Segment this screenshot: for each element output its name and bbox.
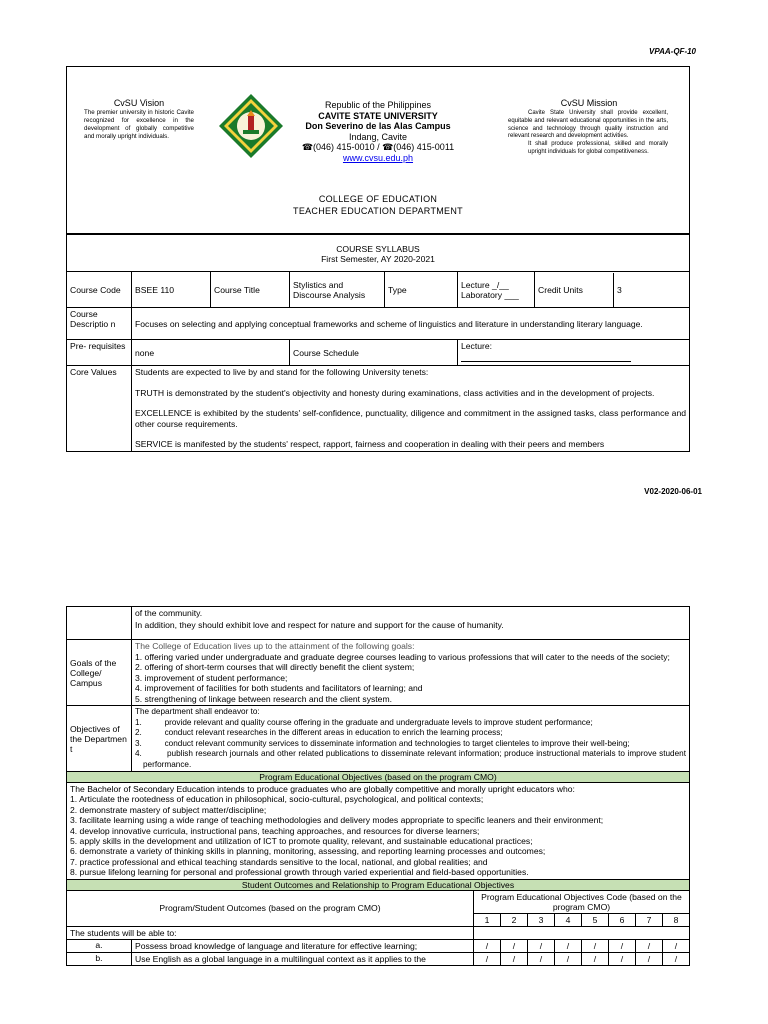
form-code: VPAA-QF-10 (649, 47, 696, 56)
goal-item: 2. offering of short-term courses that will directly benefit the client system; (135, 662, 415, 672)
cv-cont-2: In addition, they should exhibit love and respect for nature and support for the cause of humanity. (135, 620, 504, 630)
outcome-mark: / (528, 952, 555, 965)
code-header: 7 (636, 913, 663, 926)
republic-text: Republic of the Philippines (324, 100, 432, 110)
peo-item: 7. practice professional and ethical teaching standards sensitive to the local, national, and global realities; and (70, 856, 488, 867)
prereq: none (132, 340, 290, 366)
credit-units-inner (535, 273, 689, 307)
so-header: Student Outcomes and Relationship to Program Educational Objectives (67, 879, 690, 890)
core-values-cell (132, 366, 690, 452)
code-header: 1 (474, 913, 501, 926)
outcome-mark: / (636, 939, 663, 952)
objectives-cell (132, 706, 690, 772)
outcome-mark: / (555, 952, 582, 965)
goals-label: Goals of the College/ Campus (67, 640, 132, 706)
outcome-mark: / (636, 952, 663, 965)
semester: First Semester, AY 2020-2021 (321, 254, 435, 264)
schedule-label: Course Schedule (290, 340, 458, 366)
outcome-text: Use English as a global language in a multilingual context as it applies to the (132, 952, 474, 965)
mission-text-1: Cavite State University shall provide excellent, equitable and relevant educational opportunities in the arts, science and technology through quality instruction and relevant research and development activities. (508, 110, 668, 140)
syllabus-title: COURSE SYLLABUS (336, 244, 420, 254)
college-name: COLLEGE OF EDUCATION (318, 194, 438, 204)
code-header: 6 (609, 913, 636, 926)
goals-intro: The College of Education lives up to the attainment of the following goals: (135, 641, 415, 651)
outcome-mark: / (555, 939, 582, 952)
core-value-truth: TRUTH is demonstrated by the student's objectivity and honesty during examinations, class activities and in the development of projects. (135, 387, 655, 398)
core-value-service: SERVICE is manifested by the students' respect, rapport, fairness and cooperation in dealing with their peers and members (135, 439, 605, 450)
page2-table (66, 606, 690, 966)
outcome-mark: / (582, 939, 609, 952)
phone-text: ☎(046) 415-0010 / ☎(046) 415-0011 (301, 142, 455, 152)
lecture-lab: Lecture _/__ Laboratory ___ (458, 272, 535, 308)
lecture-label: Lecture: (461, 341, 493, 351)
core-values-intro: Students are expected to live by and stand for the following University tenets: (135, 367, 429, 377)
credit-units-label: Credit Units (535, 273, 614, 307)
credit-units-cell (535, 272, 690, 308)
goals-cell (132, 640, 690, 706)
peo-header: Program Educational Objectives (based on the program CMO) (67, 772, 690, 783)
outcome-mark: / (474, 939, 501, 952)
students-able: The students will be able to: (67, 926, 474, 939)
vision-text: The premier university in historic Cavite recognized for excellence in the development of globally competitive and morally upright individuals. (84, 109, 194, 140)
lecture-underline (461, 351, 631, 362)
location-text: Indang, Cavite (348, 131, 408, 142)
website-link[interactable]: www.cvsu.edu.ph (342, 152, 414, 163)
course-code-label: Course Code (67, 272, 132, 308)
course-code: BSEE 110 (132, 272, 211, 308)
goal-item: 5. strengthening of linkage between research and the client system. (135, 693, 393, 704)
vision-title: CvSU Vision (113, 98, 165, 108)
core-value-excellence: EXCELLENCE is exhibited by the students' self-confidence, punctuality, diligence and commitment in the assigned tasks, class performance and other course requirements. (135, 408, 686, 429)
course-title-label: Course Title (211, 272, 290, 308)
peo-code-label: Program Educational Objectives Code (based on the program CMO) (474, 890, 690, 913)
department-name: TEACHER EDUCATION DEPARTMENT (293, 206, 463, 216)
outcome-text: Possess broad knowledge of language and literature for effective learning; (132, 939, 474, 952)
syllabus-table (66, 234, 690, 452)
outcome-letter: a. (67, 939, 132, 952)
outcome-letter: b. (67, 952, 132, 965)
objective-item: 3. conduct relevant community services to disseminate information and technologies to target clienteles to improve their well-being; (135, 738, 630, 748)
university-header (290, 100, 466, 163)
cvsu-seal-logo (217, 92, 285, 160)
peo-item: 5. apply skills in the development and utilization of ICT to promote quality, relevant, and sustainable educational practices; (70, 836, 533, 847)
peo-item: 1. Articulate the rootedness of education in philosophical, socio-cultural, psychological, and political contexts; (70, 794, 484, 805)
cv-cont-1: of the community. (135, 608, 203, 618)
peo-intro: The Bachelor of Secondary Education intends to produce graduates who are globally competitive and morally upright educators who: (70, 784, 575, 794)
core-values-label: Core Values (67, 366, 132, 452)
course-title: Stylistics and Discourse Analysis (290, 272, 385, 308)
outcome-mark: / (501, 939, 528, 952)
peo-item: 8. pursue lifelong learning for personal and professional growth through varied experiential and field-based opportunities. (70, 867, 529, 878)
objective-item: 4. publish research journals and other related publications to disseminate relevant information; produce instructional materials to improve student performance. (135, 749, 689, 769)
outcome-mark: / (528, 939, 555, 952)
code-header: 2 (501, 913, 528, 926)
so-col-label: Program/Student Outcomes (based on the program CMO) (67, 890, 474, 926)
peo-cell (67, 783, 690, 880)
type-label: Type (385, 272, 458, 308)
syllabus-title-cell (67, 235, 690, 272)
outcome-mark: / (582, 952, 609, 965)
lecture-schedule-cell (458, 340, 690, 366)
mission-text (508, 110, 668, 157)
objective-item: 1. provide relevant and quality course offering in the graduate and undergraduate levels to improve student performance; (135, 717, 593, 727)
version-code: V02-2020-06-01 (644, 487, 702, 496)
mission-title: CvSU Mission (560, 98, 618, 108)
code-header: 5 (582, 913, 609, 926)
code-header: 8 (663, 913, 690, 926)
outcome-mark: / (501, 952, 528, 965)
peo-item: 2. demonstrate mastery of subject matter/discipline; (70, 804, 267, 815)
students-able-blank (474, 926, 690, 939)
mission-text-2: It shall produce professional, skilled and morally upright individuals for global competitiveness. (528, 141, 668, 155)
goal-item: 4. improvement of facilities for both students and facilitators of learning; and (135, 683, 423, 693)
university-name: CAVITE STATE UNIVERSITY (318, 110, 438, 121)
credit-units: 3 (617, 284, 622, 295)
objectives-intro: The department shall endeavor to: (135, 707, 260, 716)
college-block (240, 193, 516, 217)
course-description: Focuses on selecting and applying conceptual frameworks and scheme of linguistics and literature in understanding literary language. (132, 308, 690, 340)
peo-item: 3. facilitate learning using a wide range of teaching methodologies and delivery modes appropriate to specific leaners and their environment; (70, 815, 604, 826)
core-values-cont-label (67, 607, 132, 640)
goal-item: 3. improvement of student performance; (135, 672, 288, 683)
peo-item: 6. demonstrate a variety of thinking skills in planning, monitoring, assessing, and reporting learning processes and outcomes; (70, 846, 546, 857)
description-label: Course Descriptio n (67, 308, 132, 340)
outcome-mark: / (663, 952, 690, 965)
outcome-mark: / (609, 952, 636, 965)
outcome-mark: / (663, 939, 690, 952)
core-values-cont (132, 607, 690, 640)
outcome-mark: / (474, 952, 501, 965)
code-header: 3 (528, 913, 555, 926)
outcome-mark: / (609, 939, 636, 952)
goal-item: 1. offering varied under undergraduate and graduate degree courses leading to various professions that will cater to the needs of the society; (135, 651, 670, 662)
objective-item: 2. conduct relevant researches in the different areas in education to enrich the learning process; (135, 728, 503, 737)
code-header: 4 (555, 913, 582, 926)
objectives-label: Objectives of the Departmen t (67, 706, 132, 772)
prereq-label: Pre- requisites (67, 340, 132, 366)
peo-item: 4. develop innovative curricula, instructional pans, teaching approaches, and resources for diverse learners; (70, 825, 480, 836)
campus-name: Don Severino de las Alas Campus (305, 121, 451, 131)
